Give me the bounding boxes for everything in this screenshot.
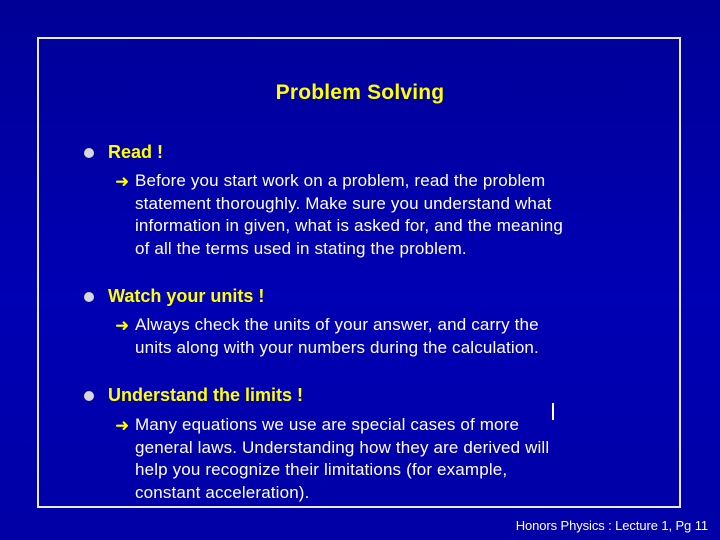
arrow-icon: ➜ — [115, 416, 130, 435]
bullet-icon — [84, 391, 94, 401]
item-body-limits — [135, 414, 655, 504]
body-line: general laws. Understanding how they are derived will — [135, 437, 550, 457]
bullet-icon — [84, 148, 94, 158]
body-line: help you recognize their limitations (for example, — [135, 460, 508, 479]
bullet-icon — [84, 292, 94, 302]
slide-footer: Honors Physics : Lecture 1, Pg 11 — [515, 518, 708, 533]
item-heading-limits: Understand the limits ! — [108, 385, 304, 405]
item-body-units — [135, 314, 655, 359]
item-heading-read: Read ! — [108, 142, 164, 162]
arrow-icon: ➜ — [115, 316, 130, 335]
slide-title: Problem Solving — [275, 81, 445, 104]
body-line: constant acceleration). — [135, 482, 310, 502]
body-line: of all the terms used in stating the problem. — [135, 238, 467, 258]
body-line: Many equations we use are special cases of more — [135, 415, 520, 434]
body-line: information in given, what is asked for, and the meaning — [135, 216, 563, 235]
item-heading-units: Watch your units ! — [108, 286, 265, 306]
item-body-read — [135, 170, 655, 260]
body-line: units along with your numbers during the calculation. — [135, 337, 539, 357]
text-cursor — [552, 403, 554, 420]
body-line: statement thoroughly. Make sure you understand what — [135, 193, 552, 213]
arrow-icon: ➜ — [115, 172, 130, 191]
body-line: Before you start work on a problem, read the problem — [135, 171, 546, 190]
body-line: Always check the units of your answer, and carry the — [135, 315, 539, 334]
